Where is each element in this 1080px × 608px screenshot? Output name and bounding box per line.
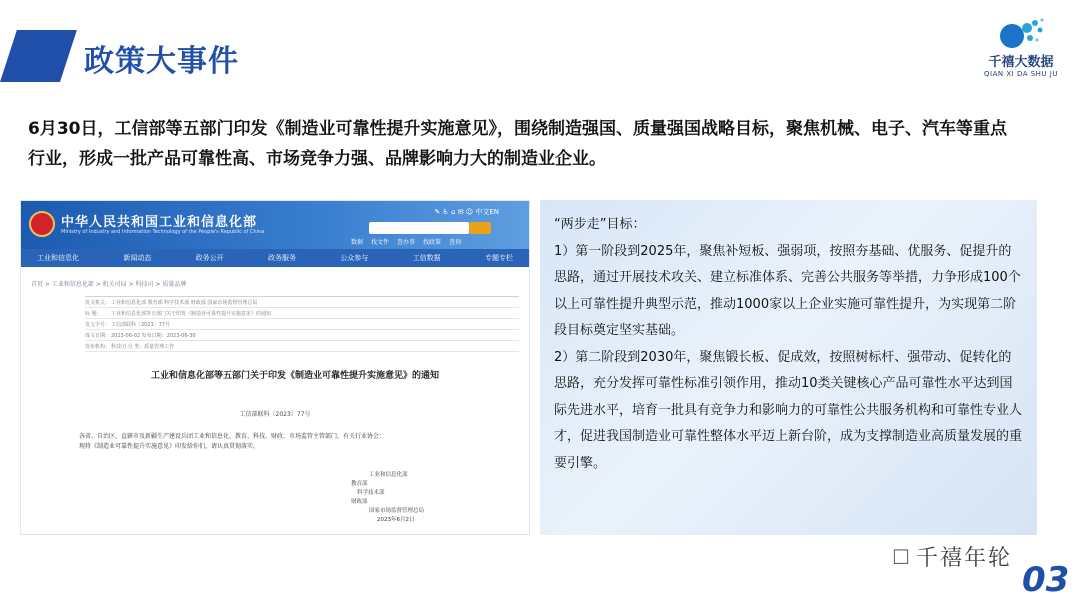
nav-item: 政务服务 [267,254,296,262]
nav-item: 公众参与 [340,254,369,262]
signing-date: 2023年6月2日 [377,517,415,523]
logo-text-en: QIAN XI DA SHU JU [984,70,1058,78]
nav-item: 工业和信息化 [37,254,79,262]
nav-item: 政务公开 [195,254,224,262]
watermark-text: 千禧年轮 [915,546,1012,571]
quick-link: 数据 [351,239,364,246]
ministry-name-en: Ministry of Industry and Information Technology of the People's Republic of China [61,229,265,235]
site-tool-icons: ✎ ♿ ⌂ ✉ ☺ 中文EN [434,208,499,216]
nav-item: 专题专栏 [484,254,513,262]
notice-addressee: 各省、自治区、直辖市及新疆生产建设兵团工业和信息化、教育、科技、财政、市场监管主管部门，有关行业协会： [79,433,386,440]
header-accent-stripe [0,30,77,82]
meta-value: 2023-06-02 发布日期：2023-06-30 [111,332,196,339]
quick-link: 查办事 [397,239,416,246]
page-number: 03 [1022,560,1070,600]
national-emblem-icon [29,211,55,237]
meta-row [85,319,519,330]
signatory: 国家市场监督管理总局 [369,508,425,514]
signatory: 财政部 [351,499,368,505]
signatory: 教育部 [351,481,368,487]
step-two-text: 2）第二阶段到2030年，聚焦锻长板、促成效，按照树标杆、强带动、促转化的思路，充分发挥可靠性标准引领作用，推动10类关键核心产品可靠性水平达到国际先进水平，培育一批具有竞争力和影响力的可靠性公共服务机构和可靠性专业人才，促进我国制造业可靠性整体水平迈上新台阶，成为支撑制造业高质量发展的重要引擎。 [554,349,1023,471]
page-title: 政策大事件 [84,44,239,79]
breadcrumb: 首页 > 工业和信息化部 > 机关司局 > 科技司 > 质量品牌 [31,281,187,288]
meta-key: 标 题： [85,310,102,317]
quick-link: 查询 [449,239,462,246]
meta-row [85,330,519,341]
ministry-name-cn: 中华人民共和国工业和信息化部 [61,215,258,230]
quick-link: 找文件 [371,239,390,246]
step-one-text: 1）第一阶段到2025年，聚焦补短板、强弱项，按照夯基础、优服务、促提升的思路，通过开展技术攻关、建立标准体系、完善公共服务等举措，力争形成100个以上可靠性提升典型示范，推动1000家以上企业实施可靠性提升，为实现第二阶段目标奠定坚实基础。 [554,243,1021,338]
site-search-input [369,222,469,234]
site-nav-bar [21,249,529,267]
meta-value: 工信部联科〔2023〕77号 [111,321,171,328]
meta-row [85,297,519,308]
quick-links [351,237,469,246]
meta-value: 工业和信息化部等五部门关于印发《制造业可靠性提升实施意见》的通知 [111,310,272,317]
brand-logo [980,16,1062,76]
notice-title: 工业和信息化部等五部门关于印发《制造业可靠性提升实施意见》的通知 [150,371,439,381]
intro-paragraph: 6月30日，工信部等五部门印发《制造业可靠性提升实施意见》，围绕制造强国、质量强国战略目标，聚焦机械、电子、汽车等重点行业，形成一批产品可靠性高、市场竞争力强、品牌影响力大的制造业企业。 [28,119,1007,169]
document-meta-table [85,296,519,352]
notice-text: 现将《制造业可靠性提升实施意见》印发给你们，请认真贯彻落实。 [79,443,260,450]
ministry-site-header [21,201,529,249]
nav-item: 工信数据 [412,254,441,262]
meta-value: 科技司 分 类：质量管理工作 [111,343,175,350]
meta-key: 发布机构： [85,343,111,350]
signatory: 科学技术部 [357,490,385,496]
notice-signatories [351,471,424,525]
document-screenshot [20,200,530,535]
meta-key: 发文机关： [85,299,111,306]
meta-key: 发文字号： [85,321,111,328]
dots-logo-icon [996,16,1046,50]
notice-number: 工信部联科〔2023〕77号 [239,411,311,418]
meta-key: 成文日期： [85,332,111,339]
site-search-button [469,222,491,234]
nav-item: 新闻动态 [123,254,152,262]
meta-row [85,341,519,352]
meta-row [85,308,519,319]
wechat-icon: ☐ [892,544,910,569]
panel-heading: “两步走”目标： [554,217,646,232]
notice-body [79,432,499,452]
logo-text-cn: 千禧大数据 [988,55,1054,70]
account-watermark [892,541,1012,572]
meta-value: 工业和信息化部 教育部 科学技术部 财政部 国家市场监督管理总局 [111,299,258,306]
quick-link: 找政策 [423,239,442,246]
signatory: 工业和信息化部 [369,472,408,478]
two-step-goals-panel [540,200,1037,535]
